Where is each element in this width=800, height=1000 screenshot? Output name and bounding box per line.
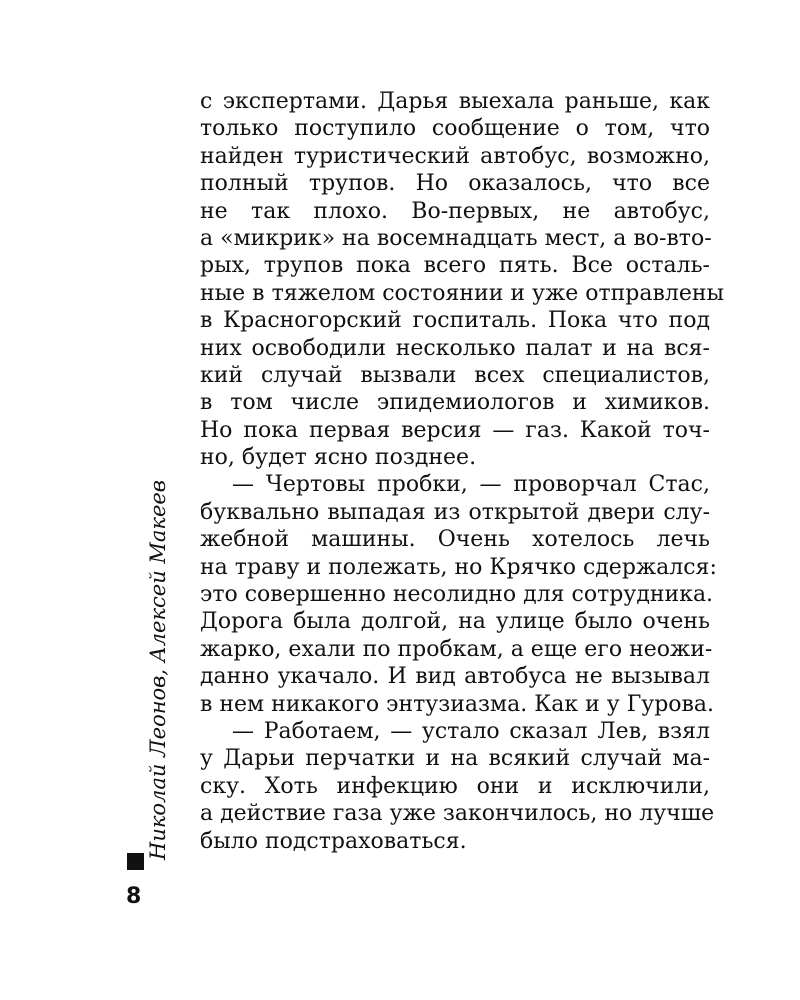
text-line: не так плохо. Во-первых, не автобус,	[200, 198, 710, 224]
black-square-icon	[127, 853, 144, 870]
text-line: данно укачало. И вид автобуса не вызывал	[200, 664, 710, 690]
text-line: это совершенно несолидно для сотрудника.	[200, 582, 714, 608]
text-line: Но пока первая версия — газ. Какой точ-	[200, 417, 710, 443]
text-line: жебной машины. Очень хотелось лечь	[200, 527, 710, 553]
paragraph-first-line: — Работаем, — устало сказал Лев, взял	[232, 718, 710, 744]
paragraph-last-line: в нем никакого энтузиазма. Как и у Гурова.	[200, 691, 715, 717]
text-line: ные в тяжелом состоянии и уже отправлены	[200, 280, 725, 306]
paragraph-last-line: было подстраховаться.	[200, 828, 467, 854]
paragraph-first-line: — Чертовы пробки, — проворчал Стас,	[232, 472, 710, 498]
text-line: жарко, ехали по пробкам, а еще его неожи-	[200, 636, 713, 662]
text-line: ску. Хоть инфекцию они и исключили,	[200, 773, 710, 799]
text-line: в том числе эпидемиологов и химиков.	[200, 390, 710, 416]
text-line: на траву и полежать, но Крячко сдержался:	[200, 554, 717, 580]
text-line: найден туристический автобус, возможно,	[200, 143, 710, 169]
text-line: с экспертами. Дарья выехала раньше, как	[200, 89, 710, 114]
text-line: кий случай вызвали всех специалистов,	[200, 362, 710, 388]
text-line: полный трупов. Но оказалось, что все	[200, 171, 710, 197]
paragraph-last-line: но, будет ясно позднее.	[200, 445, 477, 471]
text-line: а «микрик» на восемнадцать мест, а во-вто-	[200, 225, 712, 251]
running-head-authors: Николай Леонов, Алексей Макеев	[146, 479, 170, 860]
page-number: 8	[126, 884, 142, 909]
text-line: Дорога была долгой, на улице было очень	[200, 609, 710, 635]
text-line: буквально выпадая из открытой двери слу-	[200, 499, 710, 525]
text-line: рых, трупов пока всего пять. Все осталь-	[200, 253, 710, 279]
text-line: а действие газа уже закончилось, но лучше	[200, 801, 715, 827]
body-text	[200, 88, 725, 855]
text-line: в Красногорский госпиталь. Пока что под	[200, 308, 710, 334]
text-line: только поступило сообщение о том, что	[200, 116, 710, 142]
text-line: у Дарьи перчатки и на всякий случай ма-	[200, 746, 710, 772]
text-line: них освободили несколько палат и на вся-	[200, 335, 710, 361]
